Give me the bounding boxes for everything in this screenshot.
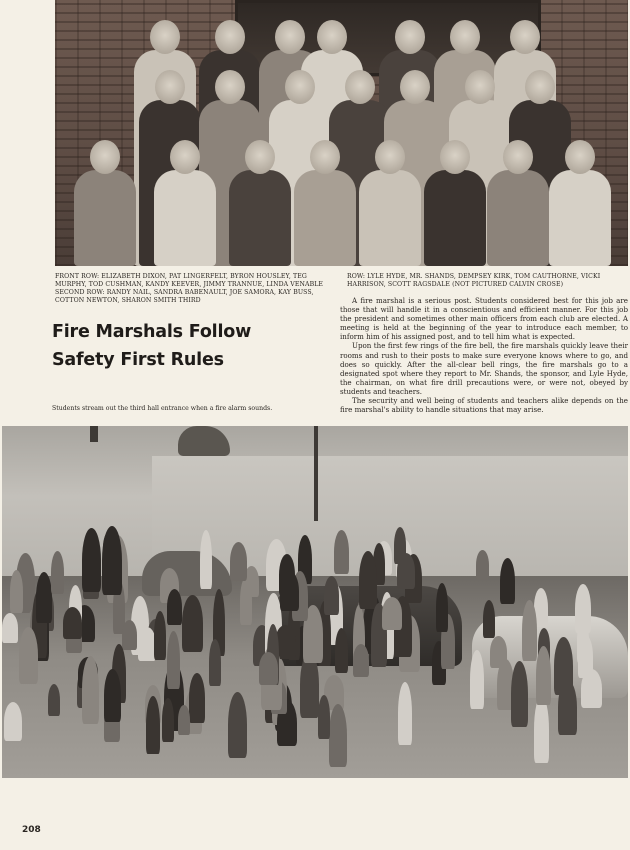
group-member-body — [487, 170, 549, 266]
crowd-person — [334, 530, 349, 574]
crowd-person — [167, 589, 182, 625]
group-member-head — [245, 140, 275, 174]
group-member-head — [285, 70, 315, 104]
student-crowd — [2, 506, 628, 756]
crowd-person — [382, 597, 402, 630]
article-paragraph: The security and well being of students and teachers alike depends on the fire marshal's ability to handle situations that may arise. — [340, 396, 628, 415]
group-member-head — [395, 20, 425, 54]
group-photo — [55, 0, 628, 266]
crowd-person — [436, 583, 448, 632]
page-headline — [52, 318, 332, 374]
group-member-head — [565, 140, 595, 174]
crowd-person — [10, 570, 23, 613]
group-member-body — [549, 170, 611, 266]
post — [90, 426, 98, 442]
group-member-head — [465, 70, 495, 104]
article-paragraph: A fire marshal is a serious post. Students considered best for this job are those that will handle it in a conscientious and efficient manner. For this job the president and sometimes other main officers from each club are elected. A meeting is held at the beginning of the year to introduce each member, to inform him of his assigned post, and to tell him what is expected. — [340, 296, 628, 342]
crowd-person — [394, 527, 406, 564]
crowd-person — [63, 607, 82, 639]
crowd-person — [104, 669, 121, 722]
crowd-person — [178, 705, 190, 735]
group-member-head — [503, 140, 533, 174]
crowd-person — [353, 644, 369, 677]
group-member-head — [375, 140, 405, 174]
crowd-person — [230, 542, 247, 581]
crowd-person — [122, 620, 137, 650]
crowd-person — [154, 611, 166, 660]
crowd-person — [522, 600, 537, 661]
crowd-person — [209, 639, 221, 686]
crowd-person — [280, 571, 299, 611]
crowd-person — [536, 646, 551, 705]
crowd-person — [500, 558, 515, 604]
group-member-head — [310, 140, 340, 174]
group-member-head — [400, 70, 430, 104]
crowd-person — [19, 627, 38, 684]
group-member-head — [170, 140, 200, 174]
group-member-head — [275, 20, 305, 54]
group-member-head — [150, 20, 180, 54]
group-member-head — [155, 70, 185, 104]
group-member-head — [215, 70, 245, 104]
group-member-head — [440, 140, 470, 174]
crowd-person — [146, 696, 160, 754]
parked-car — [178, 426, 230, 456]
crowd-person — [470, 650, 484, 709]
crowd-person — [82, 656, 99, 724]
group-member-body — [359, 170, 421, 266]
crowd-person — [483, 600, 495, 638]
page-number: 208 — [22, 825, 41, 835]
group-member-head — [345, 70, 375, 104]
group-member-head — [215, 20, 245, 54]
crowd-person — [162, 698, 174, 742]
crowd-person — [534, 696, 549, 763]
article-paragraph: Upon the first few rings of the fire bell, the fire marshals quickly leave their rooms and rush to their posts to make sure everyone knows where to go, and does so quickly. After the all-clear bell rings, the fire marshals go to a designated spot where they report to Mr. Shands, the sponsor, and Lyle Hyde, the chairman, on what fire drill precautions were, or were not, obeyed by students and teachers. — [340, 341, 628, 396]
article-body — [340, 296, 628, 414]
crowd-person — [2, 613, 18, 643]
crowd-person — [4, 702, 22, 741]
crowd-person — [102, 526, 122, 595]
crowd-person — [182, 595, 203, 652]
headline-line-1: Fire Marshals Follow — [52, 322, 252, 342]
crowd-person — [329, 704, 347, 767]
crowd-person — [581, 669, 602, 708]
crowd-person — [167, 631, 180, 689]
group-member-head — [510, 20, 540, 54]
crowd-person — [240, 577, 252, 625]
group-member-head — [450, 20, 480, 54]
crowd-photo — [2, 426, 628, 778]
photo-caption: Students stream out the third hall entrance when a fire alarm sounds. — [52, 405, 273, 412]
members-caption-right: ROW: LYLE HYDE, MR. SHANDS, DEMPSEY KIRK, TOM CAUTHORNE, VICKI HARRISON, SCOTT RAGSDALE (NOT PICTURED CALVIN CROSE) — [347, 273, 601, 288]
crowd-person — [200, 530, 212, 589]
crowd-person — [554, 637, 573, 695]
crowd-person — [189, 673, 205, 723]
crowd-person — [398, 682, 412, 745]
group-member-body — [74, 170, 136, 266]
crowd-person — [36, 572, 52, 623]
crowd-person — [490, 636, 507, 668]
group-member-body — [229, 170, 291, 266]
crowd-person — [82, 528, 101, 592]
crowd-person — [259, 652, 278, 685]
crowd-person — [476, 550, 489, 580]
crowd-person — [48, 684, 60, 716]
group-member-head — [90, 140, 120, 174]
crowd-person — [335, 628, 348, 673]
headline-line-2: Safety First Rules — [52, 350, 224, 370]
group-member-head — [317, 20, 347, 54]
crowd-person — [318, 695, 330, 739]
crowd-person — [511, 661, 528, 727]
group-member-body — [154, 170, 216, 266]
group-member-body — [294, 170, 356, 266]
group-member-head — [525, 70, 555, 104]
crowd-person — [228, 692, 247, 758]
members-caption-left: FRONT ROW: ELIZABETH DIXON, PAT LINGERFELT, BYRON HOUSLEY, TEG MURPHY, TOD CUSHMAN, KANDY KEEVER, JIMMY TRANNUE, LINDA VENABLE SECOND ROW: RANDY NAIL, SANDRA BABENAULT, JOE SAMORA, KAY BUSS, COTTON NEWTON, SHARON SMITH THIRD — [55, 273, 324, 304]
crowd-person — [51, 551, 64, 594]
group-member-body — [424, 170, 486, 266]
crowd-person — [359, 551, 377, 609]
crowd-person — [324, 576, 339, 615]
